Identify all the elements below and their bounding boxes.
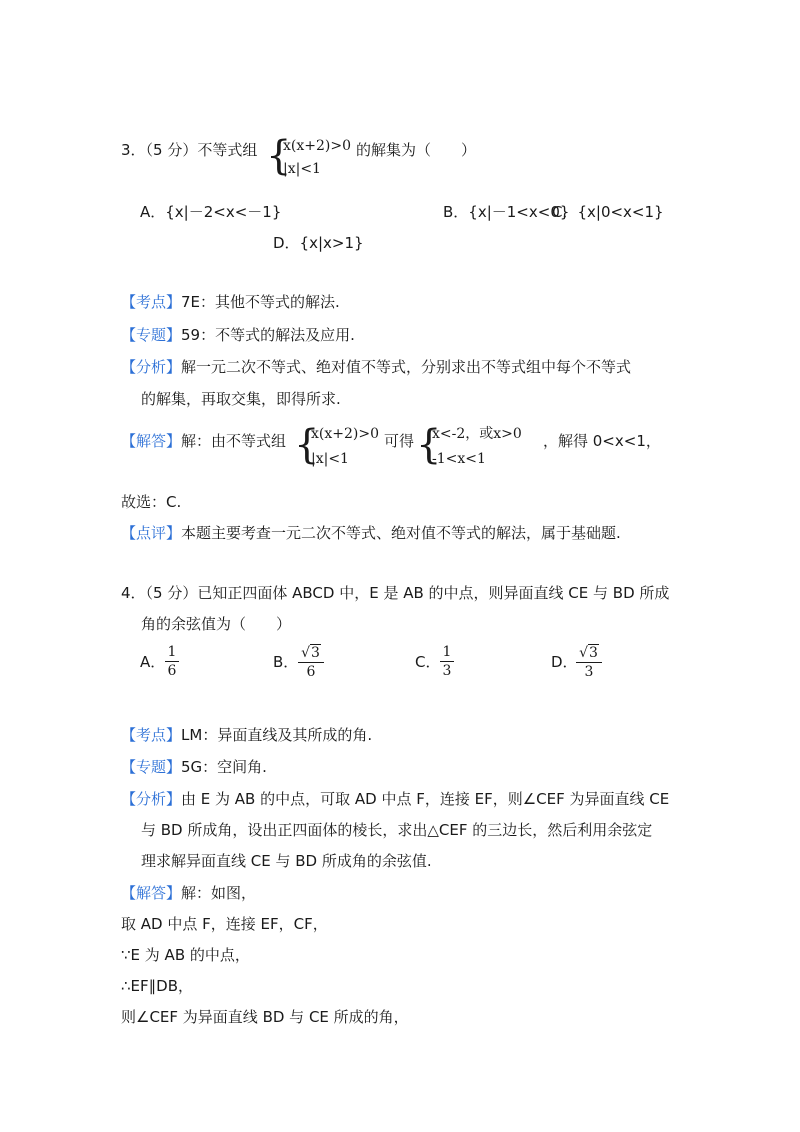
kaodian-tag: 【考点】 [121,726,182,744]
q3-option-c: C．{x|0<x<1} [552,203,664,221]
frac-bar [298,662,324,663]
frac-denominator: 6 [167,663,177,679]
q3-jieda-system2-line2: -1<x<1 [432,451,486,467]
kaodian-text: 7E：其他不等式的解法. [181,293,340,311]
q4-step-c: ∴EF∥DB， [121,977,193,995]
kaodian-tag: 【考点】 [121,293,182,311]
q4-option-d-fraction [576,644,602,680]
q4-option-c-label: C． [415,653,441,671]
frac-numerator [576,644,602,661]
q3-jieda-mid: 可得 [384,432,415,450]
q4-jieda [121,883,256,903]
frac-numerator [298,644,324,661]
q3-fenxi-line2: 的解集，再取交集，即得所求. [141,390,341,408]
q3-system-line2: |x|<1 [283,161,321,177]
q3-fenxi [121,357,631,377]
radicand: 3 [589,645,598,661]
radicand: 3 [311,645,320,661]
q3-jieda-system1-line2: |x|<1 [311,451,349,467]
q3-jieda-system2-brace: { [416,422,442,468]
q3-jieda-system1-line1: x(x+2)>0 [311,426,379,442]
frac-denominator: 3 [584,664,594,680]
q4-fenxi [121,789,669,809]
frac-numerator: 1 [167,644,177,660]
q3-option-d: D．{x|x>1} [273,234,364,252]
q4-option-b-label: B． [273,653,299,671]
zhuanti-tag: 【专题】 [121,758,182,776]
kaodian-text: LM：异面直线及其所成的角. [181,726,373,744]
q4-fenxi-line3: 理求解异面直线 CE 与 BD 所成角的余弦值. [141,852,432,870]
q4-option-c-fraction [440,644,454,679]
q4-zhuanti [121,757,267,777]
q4-step-d: 则∠CEF 为异面直线 BD 与 CE 所成的角， [121,1008,409,1026]
fenxi-tag: 【分析】 [121,790,182,808]
q4-fenxi-line2: 与 BD 所成角，设出正四面体的棱长，求出△CEF 的三边长，然后利用余弦定 [141,821,653,839]
q4-step-a: 取 AD 中点 F，连接 EF，CF， [121,915,328,933]
zhuanti-text: 5G：空间角. [181,758,267,776]
q3-jieda-lead [121,431,286,451]
q4-option-d-label: D． [551,653,578,671]
zhuanti-text: 59：不等式的解法及应用. [181,326,355,344]
q3-stem-lead: 3．（5 分）不等式组 [121,141,258,159]
sqrt-icon: √ [301,645,310,661]
q4-kaodian [121,725,372,745]
jieda-tag: 【解答】 [121,884,182,902]
q4-stem-line2: 角的余弦值为（ ） [141,615,292,633]
q3-jieda-system2-line1: x<-2，或x>0 [432,426,522,442]
jieda-lead-text: 解：由不等式组 [181,432,287,450]
frac-bar [576,662,602,663]
q4-stem-line1: 4．（5 分）已知正四面体 ABCD 中，E 是 AB 的中点，则异面直线 CE 与 BD 所成 [121,584,670,602]
q4-option-b-fraction [298,644,324,680]
q3-choice: 故选：C. [121,493,182,511]
jieda-tag: 【解答】 [121,432,182,450]
q4-option-a-label: A． [140,653,166,671]
dianping-text: 本题主要考查一元二次不等式、绝对值不等式的解法，属于基础题. [181,524,621,542]
q4-step-b: ∵E 为 AB 的中点， [121,946,250,964]
frac-denominator: 3 [442,663,452,679]
zhuanti-tag: 【专题】 [121,326,182,344]
fenxi-line1: 由 E 为 AB 的中点，可取 AD 中点 F，连接 EF，则∠CEF 为异面直线 CE [181,790,670,808]
q3-stem-tail: 的解集为（ ） [356,141,477,159]
sqrt-icon: √ [579,645,588,661]
q4-option-a-fraction [165,644,179,679]
q3-jieda-tail: ，解得 0<x<1， [543,432,661,450]
fenxi-tag: 【分析】 [121,358,182,376]
frac-denominator: 6 [306,664,316,680]
q3-kaodian [121,292,340,312]
dianping-tag: 【点评】 [121,524,182,542]
q3-option-b: B．{x|－1<x<0} [443,203,570,221]
q3-option-a: A．{x|－2<x<－1} [140,203,282,221]
frac-bar [165,661,179,662]
q3-jieda-system1-brace: { [294,422,320,468]
q3-system-brace: { [266,133,292,179]
q3-system-line1: x(x+2)>0 [283,138,351,154]
frac-bar [440,661,454,662]
frac-numerator: 1 [442,644,452,660]
fenxi-line1: 解一元二次不等式、绝对值不等式，分别求出不等式组中每个不等式 [181,358,632,376]
q3-dianping [121,523,621,543]
jieda-text: 解：如图， [181,884,257,902]
q3-zhuanti [121,325,355,345]
